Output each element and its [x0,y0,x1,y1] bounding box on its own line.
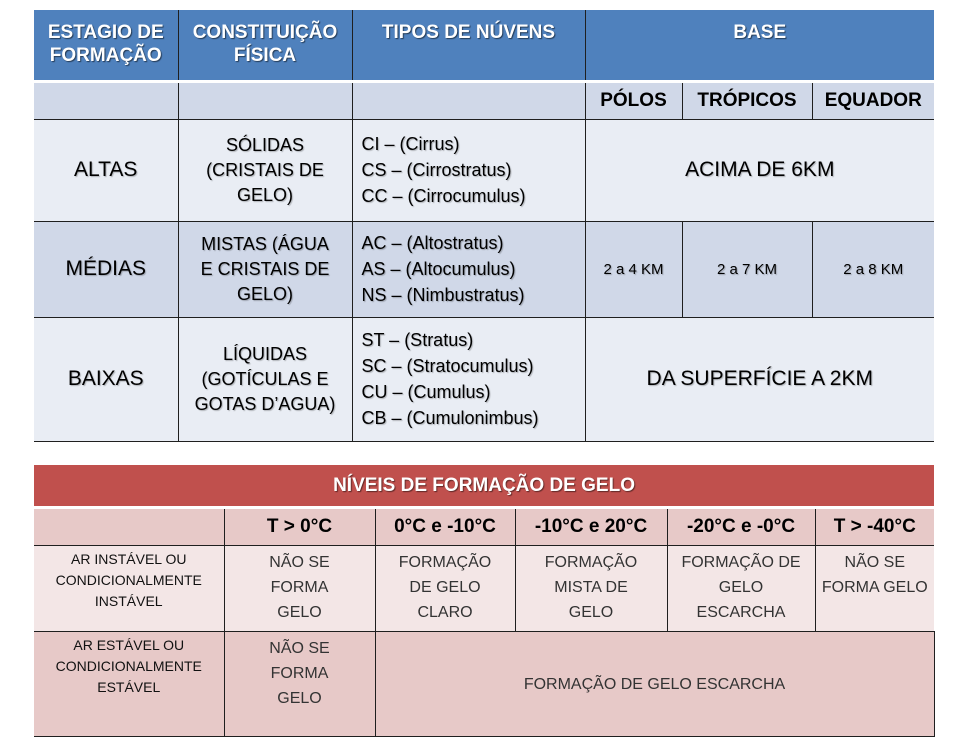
physical-constitution: MISTAS (ÁGUA E CRISTAIS DE GELO) [178,221,352,317]
condition-label: AR ESTÁVEL OU CONDICIONALMENTE ESTÁVEL [34,632,224,737]
ice-formation-table [34,465,934,737]
ice-cell: NÃO SE FORMA GELO [224,546,375,632]
condition-label: AR INSTÁVEL OU CONDICIONALMENTE INSTÁVEL [34,546,224,632]
level-label: ALTAS [34,119,178,221]
cloud-types-list: AC – (Altostratus) AS – (Altocumulus) NS – (Nimbustratus) [352,221,585,317]
row-stable-air [34,632,934,737]
ice-cell: NÃO SE FORMA GELO [224,632,375,737]
temperature-header: 0°C e -10°C [375,508,515,546]
row-baixas [34,317,934,441]
ice-cell: FORMAÇÃO DE GELO ESCARCHA [667,546,815,632]
base-value: ACIMA DE 6KM [585,119,934,221]
ice-title-row [34,465,934,508]
temperature-header: T > 0°C [224,508,375,546]
header-physical: CONSTITUIÇÃO FÍSICA [178,10,352,81]
row-altas [34,119,934,221]
temperature-header: -10°C e 20°C [515,508,667,546]
base-poles: 2 a 4 KM [585,221,682,317]
ice-cell-merged: FORMAÇÃO DE GELO ESCARCHA [375,632,934,737]
cloud-formation-table [34,10,934,442]
ice-cell: FORMAÇÃO MISTA DE GELO [515,546,667,632]
row-medias [34,221,934,317]
header-stage: ESTAGIO DE FORMAÇÃO [34,10,178,81]
subheader-empty [178,81,352,119]
temperature-empty [34,508,224,546]
physical-constitution: LÍQUIDAS (GOTÍCULAS E GOTAS D’AGUA) [178,317,352,441]
ice-table-title: NÍVEIS DE FORMAÇÃO DE GELO [34,465,934,508]
ice-cell: NÃO SE FORMA GELO [815,546,934,632]
ice-cell: FORMAÇÃO DE GELO CLARO [375,546,515,632]
header-row [34,10,934,81]
subheader-poles: PÓLOS [585,81,682,119]
subheader-equator: EQUADOR [812,81,934,119]
header-types: TIPOS DE NÚVENS [352,10,585,81]
row-unstable-air [34,546,934,632]
cloud-types-list: ST – (Stratus) SC – (Stratocumulus) CU – (Cumulus) CB – (Cumulonimbus) [352,317,585,441]
base-tropics: 2 a 7 KM [682,221,812,317]
level-label: MÉDIAS [34,221,178,317]
temperature-header: -20°C e -0°C [667,508,815,546]
temperature-header: T > -40°C [815,508,934,546]
physical-constitution: SÓLIDAS (CRISTAIS DE GELO) [178,119,352,221]
base-value: DA SUPERFÍCIE A 2KM [585,317,934,441]
base-equator: 2 a 8 KM [812,221,934,317]
subheader-empty [34,81,178,119]
level-label: BAIXAS [34,317,178,441]
subheader-empty [352,81,585,119]
header-base: BASE [585,10,934,81]
subheader-row [34,81,934,119]
cloud-types-list: CI – (Cirrus) CS – (Cirrostratus) CC – (Cirrocumulus) [352,119,585,221]
subheader-tropics: TRÓPICOS [682,81,812,119]
temperature-row [34,508,934,546]
